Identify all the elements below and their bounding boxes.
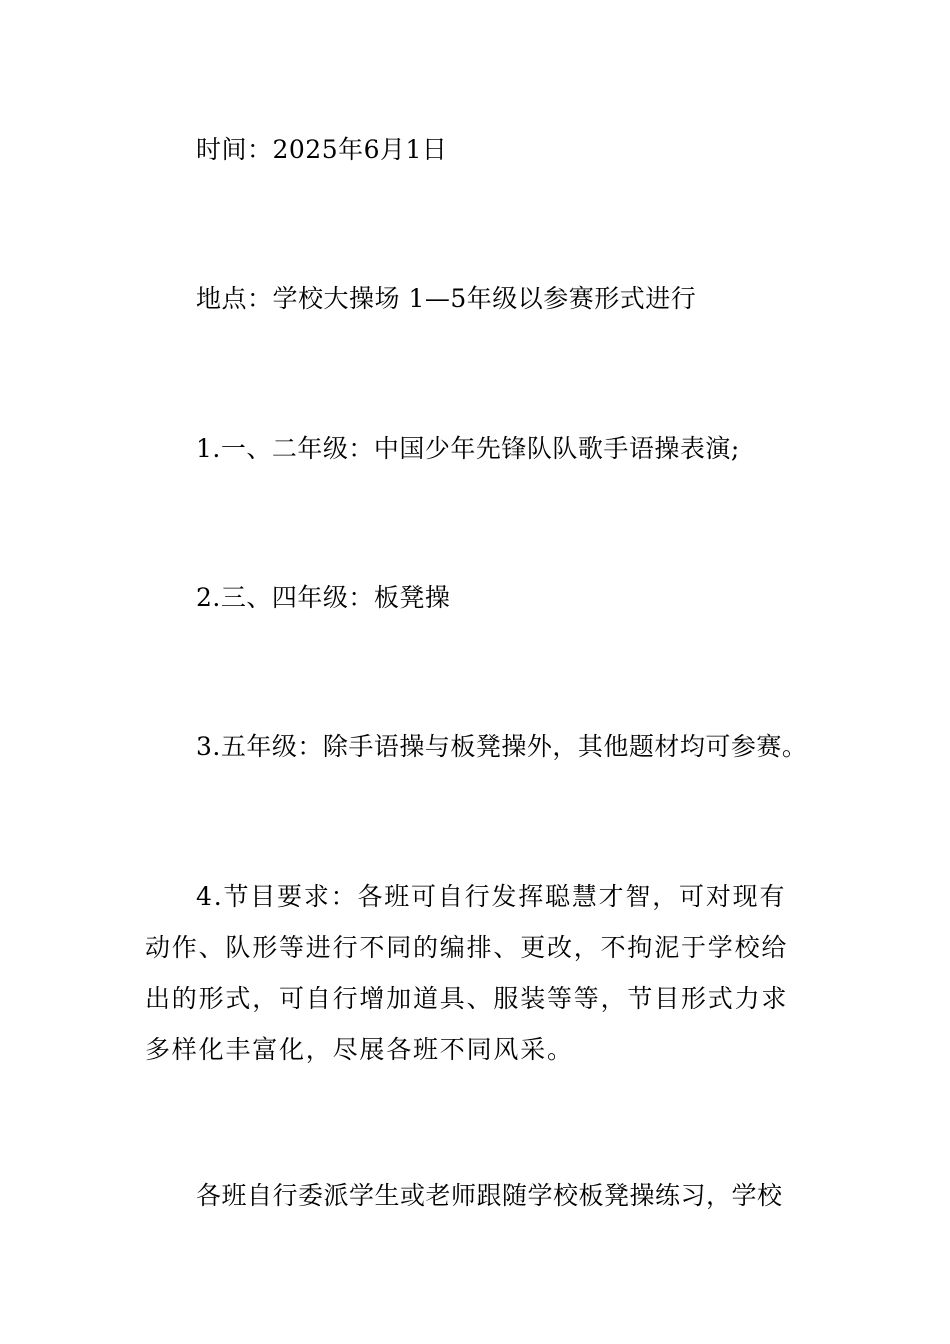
event-time: 时间：2025年6月1日: [196, 135, 448, 164]
practice-note: 各班自行委派学生或老师跟随学校板凳操练习，学校: [196, 1181, 783, 1210]
item-grade-3-4: 2.三、四年级：板凳操: [196, 583, 451, 612]
event-location: 地点：学校大操场 1—5年级以参赛形式进行: [196, 284, 697, 313]
item-grade-1-2: 1.一、二年级：中国少年先锋队队歌手语操表演;: [196, 434, 740, 463]
program-requirements: 4.节目要求：各班可自行发挥聪慧才智，可对现有动作、队形等进行不同的编排、更改，不拘泥于学校给出的形式，可自行增加道具、服装等等，节目形式力求多样化丰富化，尽展各班不同风采。: [145, 882, 789, 1064]
item-grade-5: 3.五年级：除手语操与板凳操外，其他题材均可参赛。: [196, 732, 808, 761]
